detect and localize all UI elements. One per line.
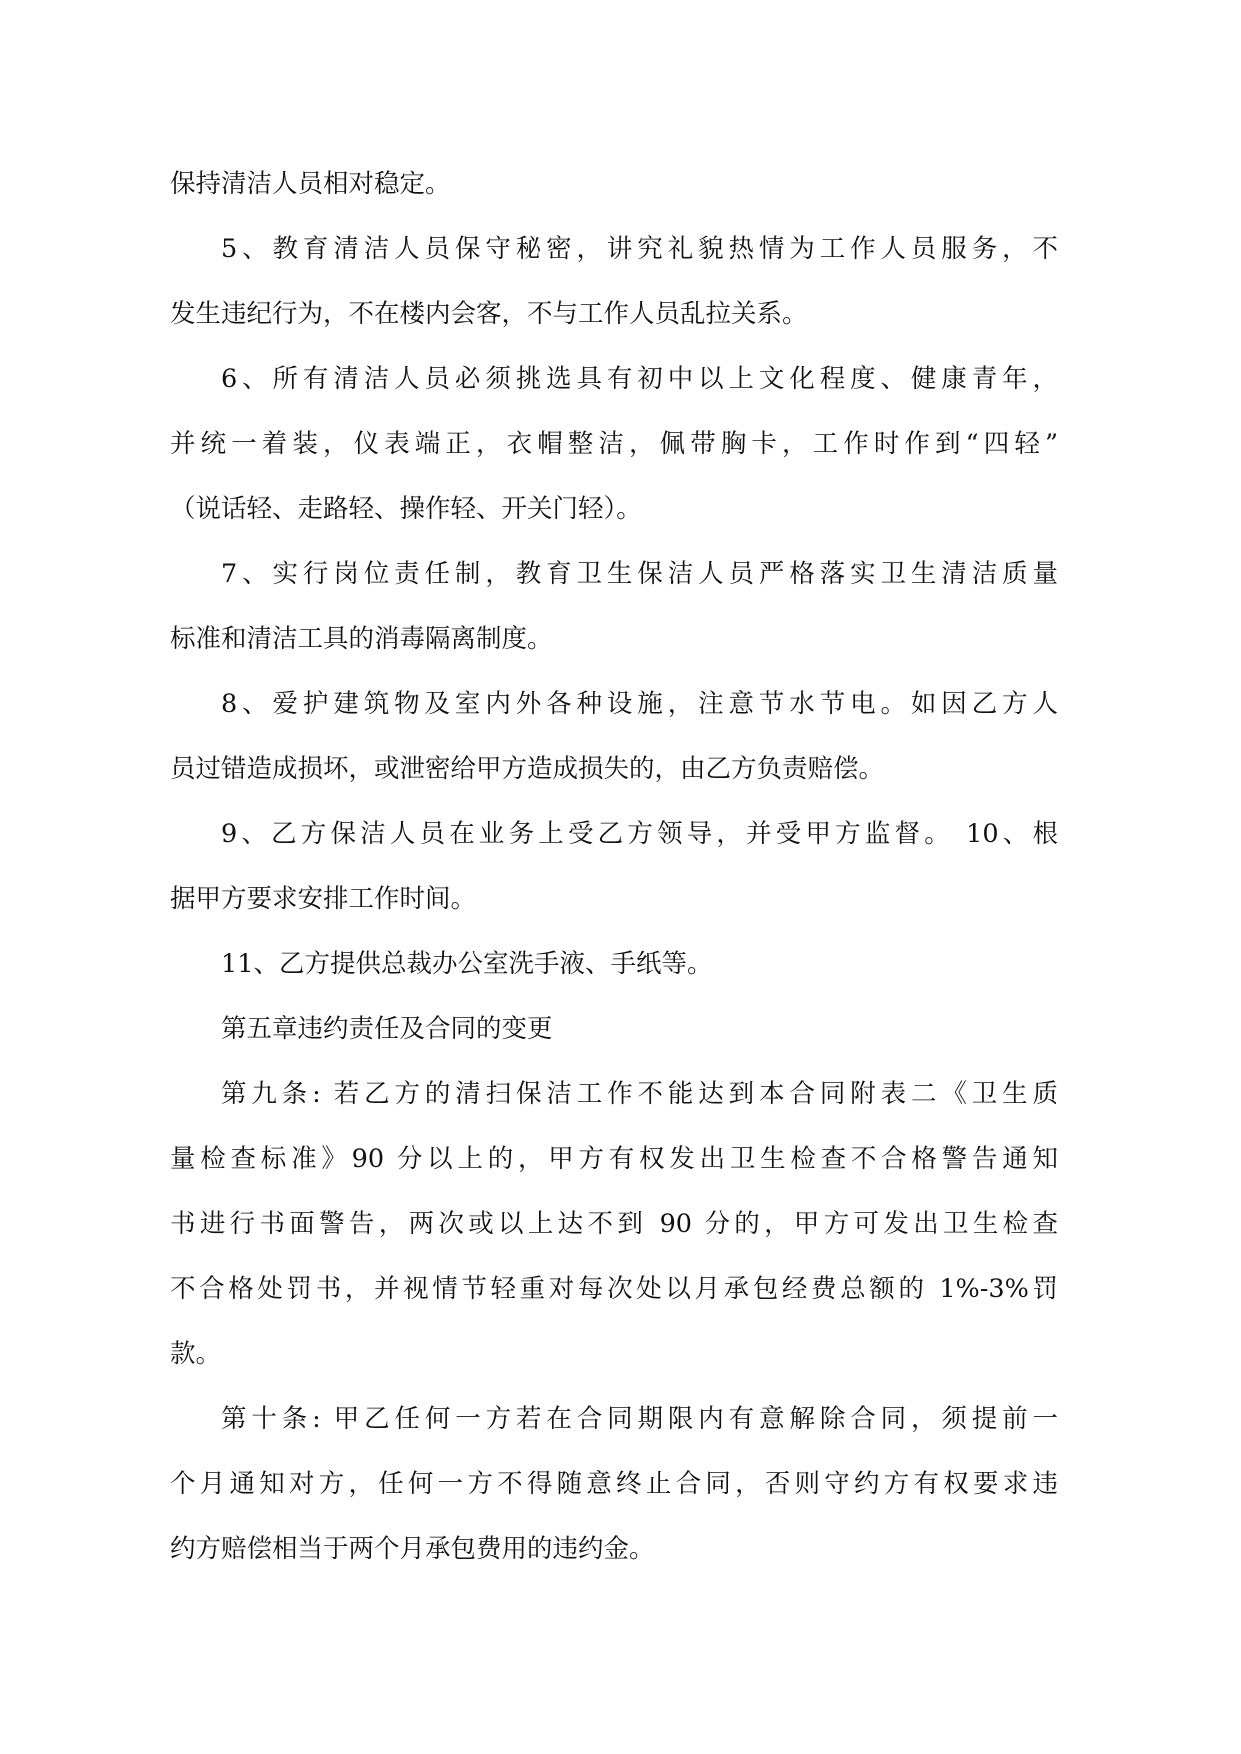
paragraph-line: 保持清洁人员相对稳定。 [170, 169, 451, 199]
clause-11 [170, 932, 1058, 997]
clause-7 [170, 542, 1058, 672]
paragraph-line: 第十条: 甲乙任何一方若在合同期限内有意解除合同，须提前一 [221, 1404, 1058, 1434]
paragraph-line: 发生违纪行为，不在楼内会客，不与工作人员乱拉关系。 [170, 299, 808, 329]
paragraph-line: （说话轻、走路轻、操作轻、开关门轻）。 [170, 494, 642, 524]
paragraph-line: 量检查标准》90 分以上的，甲方有权发出卫生检查不合格警告通知 [170, 1144, 1058, 1174]
paragraph-line: 11、乙方提供总裁办公室洗手液、手纸等。 [221, 949, 713, 979]
document-body [170, 152, 1058, 1582]
paragraph-line: 约方赔偿相当于两个月承包费用的违约金。 [170, 1534, 655, 1564]
continued-paragraph [170, 152, 1058, 217]
paragraph-line: 6、所有清洁人员必须挑选具有初中以上文化程度、健康青年， [221, 364, 1058, 394]
paragraph-line: 员过错造成损坏，或泄密给甲方造成损失的，由乙方负责赔偿。 [170, 754, 885, 784]
paragraph-line: 不合格处罚书，并视情节轻重对每次处以月承包经费总额的 1%-3%罚 [170, 1274, 1058, 1304]
paragraph-line: 款。 [170, 1339, 222, 1369]
clause-5 [170, 217, 1058, 347]
paragraph-line: 9、乙方保洁人员在业务上受乙方领导，并受甲方监督。 10、根 [221, 819, 1058, 849]
paragraph-line: 书进行书面警告，两次或以上达不到 90 分的，甲方可发出卫生检查 [170, 1209, 1058, 1239]
clause-9-10 [170, 802, 1058, 932]
clause-6 [170, 347, 1058, 542]
paragraph-line: 并统一着装，仪表端正，衣帽整洁，佩带胸卡，工作时作到“四轻” [170, 429, 1058, 459]
chapter-5-heading [170, 997, 1058, 1062]
article-9 [170, 1062, 1058, 1387]
article-10 [170, 1387, 1058, 1582]
paragraph-line: 5、教育清洁人员保守秘密，讲究礼貌热情为工作人员服务，不 [221, 234, 1058, 264]
paragraph-line: 8、爱护建筑物及室内外各种设施，注意节水节电。如因乙方人 [221, 689, 1058, 719]
paragraph-line: 标准和清洁工具的消毒隔离制度。 [170, 624, 553, 654]
paragraph-line: 第九条: 若乙方的清扫保洁工作不能达到本合同附表二《卫生质 [221, 1079, 1058, 1109]
chapter-heading-text: 第五章违约责任及合同的变更 [221, 1014, 553, 1044]
paragraph-line: 据甲方要求安排工作时间。 [170, 884, 477, 914]
paragraph-line: 个月通知对方，任何一方不得随意终止合同，否则守约方有权要求违 [170, 1469, 1058, 1499]
clause-8 [170, 672, 1058, 802]
paragraph-line: 7、实行岗位责任制，教育卫生保洁人员严格落实卫生清洁质量 [221, 559, 1058, 589]
